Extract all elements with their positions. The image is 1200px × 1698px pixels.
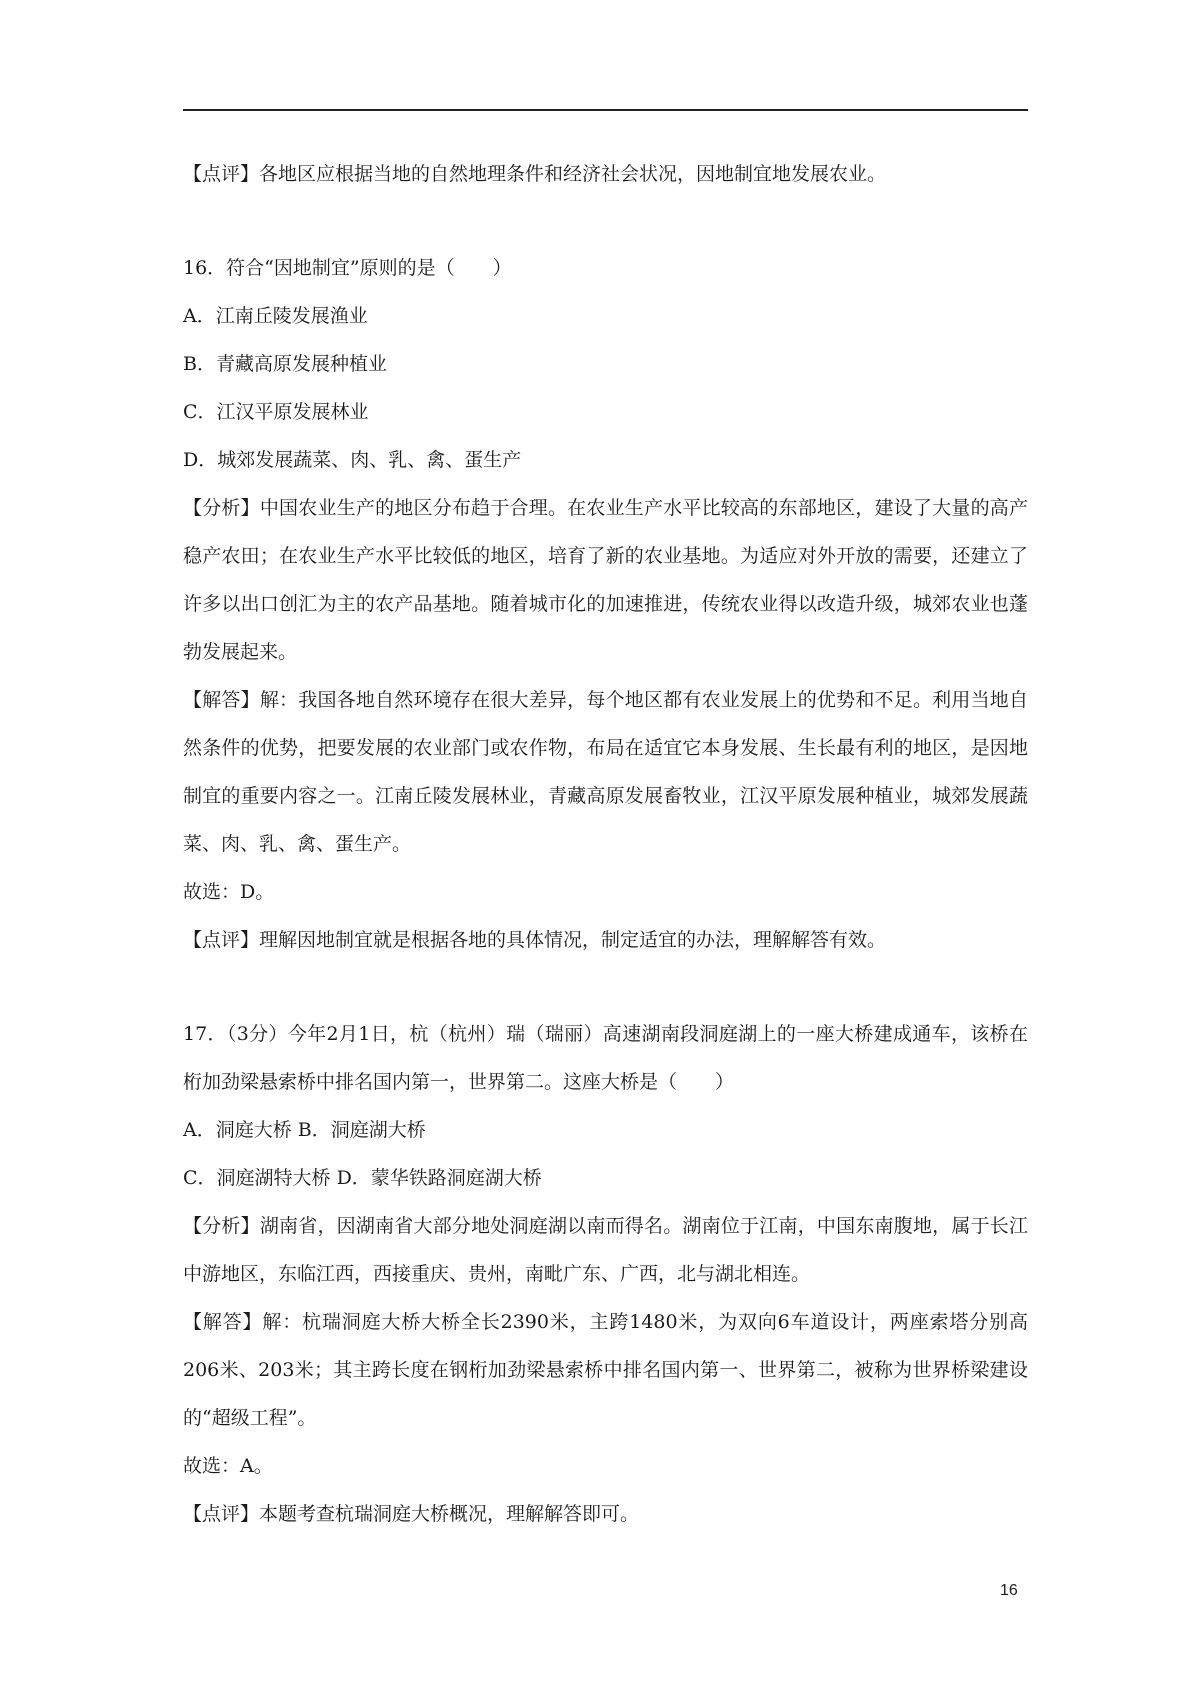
q16-option-a: A．江南丘陵发展渔业: [183, 305, 368, 327]
q17-comment: 【点评】本题考查杭瑞洞庭大桥概况，理解解答即可。: [183, 1503, 640, 1525]
q17-choice: 故选：A。: [183, 1455, 273, 1477]
q17-analysis: 【分析】湖南省，因湖南省大部分地处洞庭湖以南而得名。湖南位于江南，中国东南腹地，属于长江中游地区，东临江西，西接重庆、贵州，南毗广东、广西，北与湖北相连。: [183, 1215, 1028, 1285]
spacer: [183, 198, 1028, 244]
q16-option-b: B．青藏高原发展种植业: [183, 353, 387, 375]
q17-stem: 17．（3分）今年2月1日，杭（杭州）瑞（瑞丽）高速湖南段洞庭湖上的一座大桥建成通车，该桥在桁加劲梁悬索桥中排名国内第一，世界第二。这座大桥是（ ）: [183, 1023, 1028, 1093]
q16-answer: 【解答】解：我国各地自然环境存在很大差异，每个地区都有农业发展上的优势和不足。利用当地自然条件的优势，把要发展的农业部门或农作物，布局在适宜它本身发展、生长最有利的地区，是因地制宜的重要内容之一。江南丘陵发展林业，青藏高原发展畜牧业，江汉平原发展种植业，城郊发展蔬菜、肉、乳、禽、蛋生产。: [183, 689, 1028, 855]
q16-option-d: D．城郊发展蔬菜、肉、乳、禽、蛋生产: [183, 449, 522, 471]
q17-options-line2: C．洞庭湖特大桥 D．蒙华铁路洞庭湖大桥: [183, 1167, 542, 1189]
q16-stem: 16．符合“因地制宜”原则的是（ ）: [183, 257, 512, 279]
q16-option-c: C．江汉平原发展林业: [183, 401, 369, 423]
q16-choice: 故选：D。: [183, 881, 275, 903]
prev-comment: 【点评】各地区应根据当地的自然地理条件和经济社会状况，因地制宜地发展农业。: [183, 163, 887, 185]
document-body: [183, 150, 1028, 1538]
header-rule: [183, 109, 1028, 111]
spacer: [183, 964, 1028, 1010]
q16-analysis: 【分析】中国农业生产的地区分布趋于合理。在农业生产水平比较高的东部地区，建设了大量的高产稳产农田；在农业生产水平比较低的地区，培育了新的农业基地。为适应对外开放的需要，还建立了许多以出口创汇为主的农产品基地。随着城市化的加速推进，传统农业得以改造升级，城郊农业也蓬勃发展起来。: [183, 497, 1028, 663]
q17-answer: 【解答】解：杭瑞洞庭大桥大桥全长2390米，主跨1480米，为双向6车道设计，两座索塔分别高206米、203米；其主跨长度在钢桁加劲梁悬索桥中排名国内第一、世界第二，被称为世界桥梁建设的“超级工程”。: [183, 1311, 1028, 1429]
q17-options-line1: A．洞庭大桥 B．洞庭湖大桥: [183, 1119, 426, 1141]
q16-comment: 【点评】理解因地制宜就是根据各地的具体情况，制定适宜的办法，理解解答有效。: [183, 929, 887, 951]
page-number: 16: [1000, 1582, 1018, 1599]
